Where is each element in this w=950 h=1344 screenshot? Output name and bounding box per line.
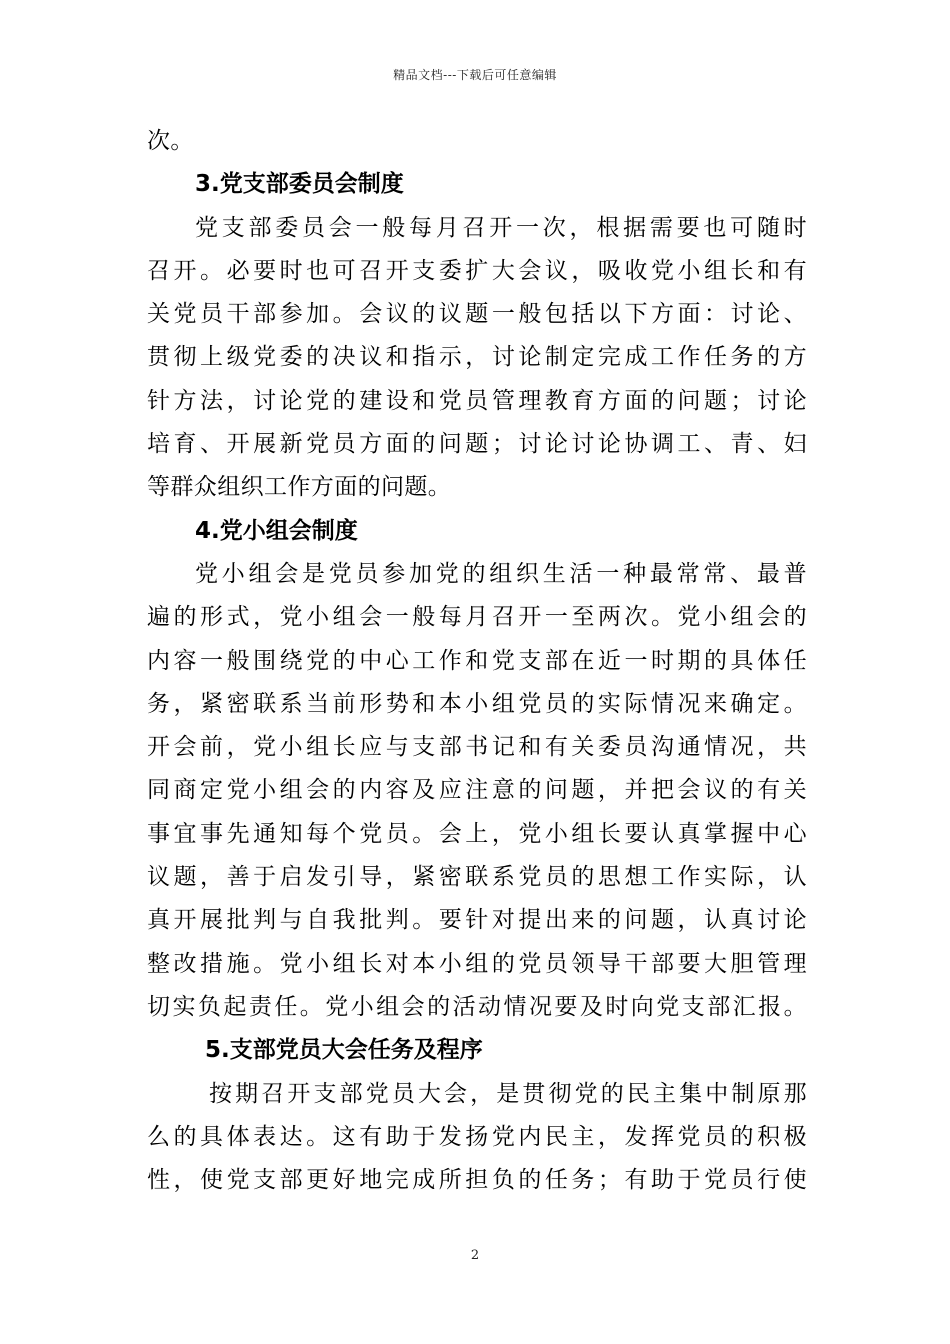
paragraph-line: 性，使党支部更好地完成所担负的任务；有助于党员行使 [147,1167,807,1194]
paragraph-line: 同商定党小组会的内容及应注意的问题，并把会议的有关 [147,777,807,804]
paragraph-line: 么的具体表达。这有助于发扬党内民主，发挥党员的积极 [147,1123,807,1150]
paragraph-line: 务，紧密联系当前形势和本小组党员的实际情况来确定。 [147,690,807,717]
paragraph-line: 次。 [147,128,194,154]
paragraph-line: 切实负起责任。党小组会的活动情况要及时向党支部汇报。 [147,993,807,1020]
page-number: 2 [470,1248,480,1263]
paragraph-line: 真开展批判与自我批判。要针对提出来的问题，认真讨论 [147,907,807,934]
paragraph-line: 内容一般围绕党的中心工作和党支部在近一时期的具体任 [147,647,807,674]
paragraph-line: 遍的形式，党小组会一般每月召开一至两次。党小组会的 [147,604,807,631]
paragraph-line: 针方法，讨论党的建设和党员管理教育方面的问题；讨论 [147,387,807,414]
paragraph-line: 党支部委员会一般每月召开一次，根据需要也可随时 [195,214,807,241]
section-heading: 3.党支部委员会制度 [195,171,404,198]
section-heading: 5.支部党员大会任务及程序 [205,1037,483,1064]
paragraph-line: 事宜事先通知每个党员。会上，党小组长要认真掌握中心 [147,820,807,847]
paragraph-line: 培育、开展新党员方面的问题；讨论讨论协调工、青、妇 [147,431,807,458]
paragraph-line: 整改措施。党小组长对本小组的党员领导干部要大胆管理 [147,950,807,977]
paragraph-line: 开会前，党小组长应与支部书记和有关委员沟通情况，共 [147,734,807,761]
paragraph-line: 等群众组织工作方面的问题。 [147,474,452,501]
paragraph-line: 党小组会是党员参加党的组织生活一种最常常、最普 [195,560,807,587]
section-heading: 4.党小组会制度 [195,517,358,544]
paragraph-line: 贯彻上级党委的决议和指示，讨论制定完成工作任务的方 [147,344,807,371]
paragraph-line: 按期召开支部党员大会，是贯彻党的民主集中制原那 [209,1080,807,1107]
paragraph-line: 议题，善于启发引导，紧密联系党员的思想工作实际，认 [147,864,807,891]
document-body [147,120,807,1202]
paragraph-line: 关党员干部参加。会议的议题一般包括以下方面：讨论、 [147,301,807,328]
paragraph-line: 召开。必要时也可召开支委扩大会议，吸收党小组长和有 [147,257,807,284]
page-header: 精品文档---下载后可任意编辑 [393,68,557,82]
